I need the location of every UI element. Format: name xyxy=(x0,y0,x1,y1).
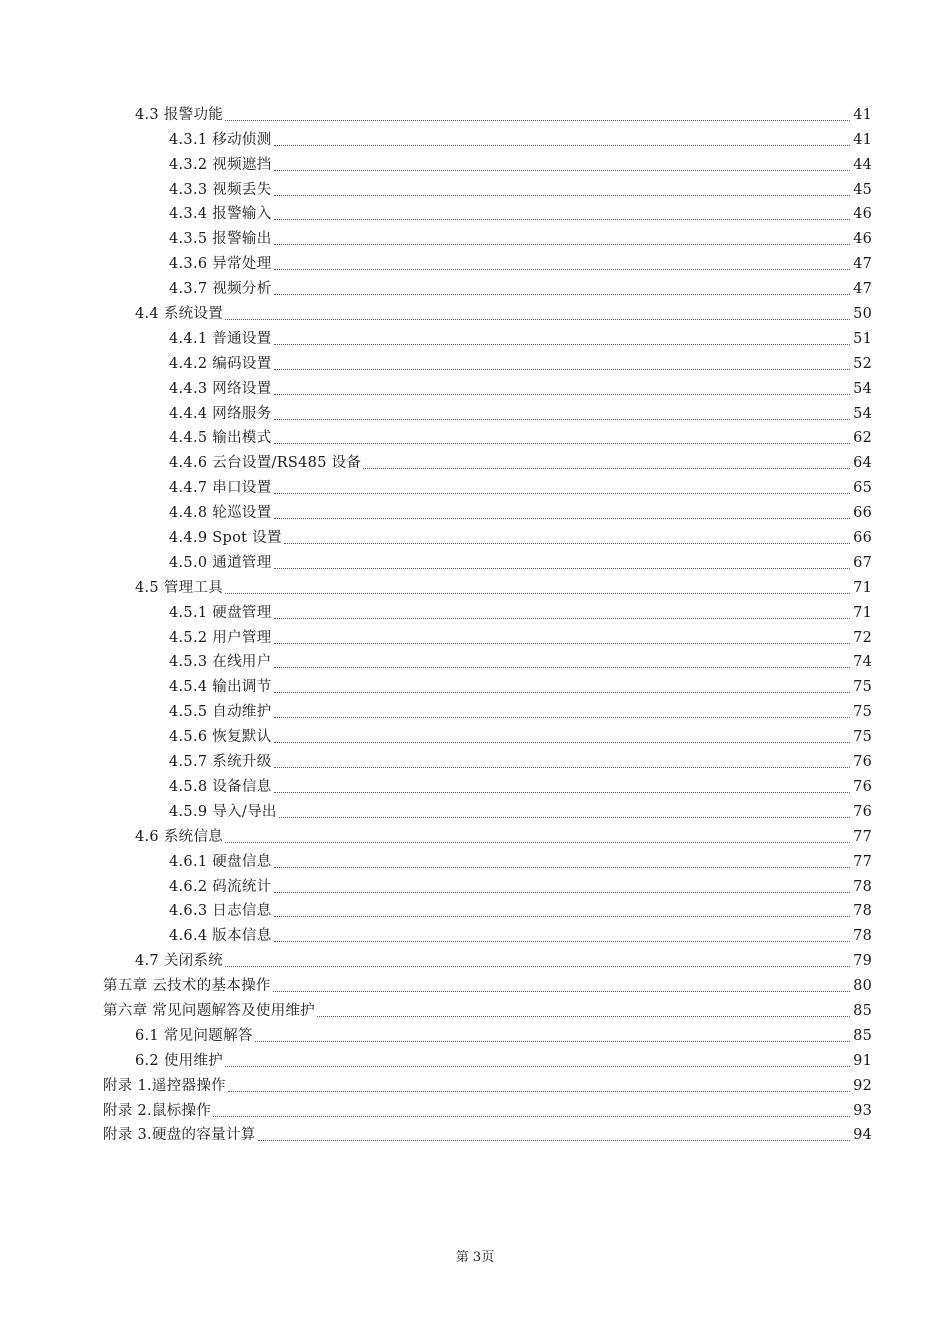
toc-entry-page-number: 77 xyxy=(853,828,872,845)
dot-leader xyxy=(274,892,851,893)
toc-entry[interactable] xyxy=(0,199,950,224)
page-number: 第 3页 xyxy=(455,1250,495,1265)
toc-entry[interactable] xyxy=(0,896,950,921)
toc-entry-title: 4.5 管理工具 xyxy=(135,579,224,596)
toc-entry-title: 4.5.4 输出调节 xyxy=(169,679,272,696)
dot-leader xyxy=(274,742,851,743)
toc-entry-page-number: 91 xyxy=(853,1052,872,1069)
toc-entry-page-number: 76 xyxy=(853,754,872,771)
toc-entry-page-number: 51 xyxy=(853,330,872,347)
toc-entry-title: 4.4.2 编码设置 xyxy=(169,355,272,372)
toc-entry[interactable] xyxy=(0,323,950,348)
dot-leader xyxy=(274,717,851,718)
toc-entry[interactable] xyxy=(0,248,950,273)
toc-entry-page-number: 54 xyxy=(853,405,872,422)
toc-entry-title: 4.4.1 普通设置 xyxy=(169,330,272,347)
toc-entry-title: 4.4.3 网络设置 xyxy=(169,380,272,397)
toc-entry-page-number: 76 xyxy=(853,803,872,820)
toc-entry-title: 4.3.4 报警输入 xyxy=(169,206,272,223)
toc-entry-page-number: 52 xyxy=(853,355,872,372)
toc-entry[interactable] xyxy=(0,447,950,472)
dot-leader xyxy=(274,419,851,420)
toc-entry[interactable] xyxy=(0,298,950,323)
toc-entry[interactable] xyxy=(0,547,950,572)
toc-entry-page-number: 76 xyxy=(853,778,872,795)
toc-entry-title: 4.4.5 输出模式 xyxy=(169,430,272,447)
toc-entry[interactable] xyxy=(0,348,950,373)
toc-entry-page-number: 65 xyxy=(853,480,872,497)
toc-entry-page-number: 78 xyxy=(853,878,872,895)
toc-entry-page-number: 71 xyxy=(853,579,872,596)
dot-leader xyxy=(228,1091,850,1092)
toc-entry-page-number: 71 xyxy=(853,604,872,621)
dot-leader xyxy=(317,1016,850,1017)
toc-entry-title: 4.5.3 在线用户 xyxy=(169,654,272,671)
toc-entry[interactable] xyxy=(0,746,950,771)
dot-leader xyxy=(258,1140,851,1141)
toc-entry-title: 4.6.3 日志信息 xyxy=(169,903,272,920)
dot-leader xyxy=(213,1116,850,1117)
dot-leader xyxy=(274,394,851,395)
toc-entry-title: 4.3 报警功能 xyxy=(135,106,224,123)
toc-entry-title: 4.4.6 云台设置/RS485 设备 xyxy=(169,455,362,472)
toc-entry-title: 4.5.6 恢复默认 xyxy=(169,729,272,746)
toc-entry-title: 4.4.7 串口设置 xyxy=(169,480,272,497)
toc-entry-title: 附录 3.硬盘的容量计算 xyxy=(103,1127,256,1144)
toc-entry[interactable] xyxy=(0,771,950,796)
toc-entry-title: 4.3.1 移动侦测 xyxy=(169,131,272,148)
toc-entry-page-number: 75 xyxy=(853,679,872,696)
toc-entry-title: 4.6.2 码流统计 xyxy=(169,878,272,895)
toc-entry[interactable] xyxy=(0,572,950,597)
dot-leader xyxy=(274,170,851,171)
toc-entry-page-number: 44 xyxy=(853,156,872,173)
toc-entry-title: 4.3.5 报警输出 xyxy=(169,231,272,248)
dot-leader xyxy=(274,244,851,245)
dot-leader xyxy=(274,145,851,146)
toc-entry[interactable] xyxy=(0,149,950,174)
toc-entry-page-number: 64 xyxy=(853,455,872,472)
toc-entry-title: 6.2 使用维护 xyxy=(135,1052,224,1069)
toc-entry-title: 4.5.5 自动维护 xyxy=(169,704,272,721)
toc-entry[interactable] xyxy=(0,99,950,124)
toc-entry[interactable] xyxy=(0,522,950,547)
dot-leader xyxy=(225,842,850,843)
dot-leader xyxy=(274,867,851,868)
dot-leader xyxy=(363,468,850,469)
toc-entry-page-number: 45 xyxy=(853,181,872,198)
toc-entry-title: 4.3.2 视频遮挡 xyxy=(169,156,272,173)
toc-entry[interactable] xyxy=(0,671,950,696)
toc-entry[interactable] xyxy=(0,423,950,448)
dot-leader xyxy=(274,493,851,494)
dot-leader xyxy=(279,817,850,818)
toc-entry-page-number: 41 xyxy=(853,106,872,123)
toc-entry[interactable] xyxy=(0,597,950,622)
toc-entry-title: 4.6.4 版本信息 xyxy=(169,928,272,945)
toc-entry[interactable] xyxy=(0,1095,950,1120)
toc-entry-title: 4.4.9 Spot 设置 xyxy=(169,530,282,547)
toc-entry[interactable] xyxy=(0,821,950,846)
toc-entry[interactable] xyxy=(0,398,950,423)
toc-entry-page-number: 85 xyxy=(853,1027,872,1044)
dot-leader xyxy=(284,543,850,544)
toc-entry-title: 4.5.2 用户管理 xyxy=(169,629,272,646)
toc-entry-title: 4.6 系统信息 xyxy=(135,828,224,845)
dot-leader xyxy=(274,618,851,619)
toc-entry-page-number: 50 xyxy=(853,306,872,323)
toc-entry-title: 4.4 系统设置 xyxy=(135,306,224,323)
toc-entry[interactable] xyxy=(0,721,950,746)
toc-entry-page-number: 62 xyxy=(853,430,872,447)
toc-entry-page-number: 75 xyxy=(853,729,872,746)
toc-entry[interactable] xyxy=(0,945,950,970)
toc-entry-title: 4.5.8 设备信息 xyxy=(169,778,272,795)
toc-entry-title: 附录 2.鼠标操作 xyxy=(103,1102,212,1119)
toc-entry-page-number: 67 xyxy=(853,554,872,571)
toc-entry[interactable] xyxy=(0,796,950,821)
dot-leader xyxy=(274,941,851,942)
dot-leader xyxy=(225,966,850,967)
toc-entry-page-number: 74 xyxy=(853,654,872,671)
toc-entry[interactable] xyxy=(0,497,950,522)
dot-leader xyxy=(274,643,851,644)
toc-entry-page-number: 66 xyxy=(853,505,872,522)
toc-entry-title: 4.4.8 轮巡设置 xyxy=(169,505,272,522)
dot-leader xyxy=(274,443,851,444)
toc-entry[interactable] xyxy=(0,1070,950,1095)
dot-leader xyxy=(255,1041,850,1042)
toc-entry-page-number: 75 xyxy=(853,704,872,721)
toc-entry[interactable] xyxy=(0,696,950,721)
toc-entry[interactable] xyxy=(0,622,950,647)
dot-leader xyxy=(274,692,851,693)
table-of-contents xyxy=(0,99,950,1144)
toc-entry-title: 4.3.6 异常处理 xyxy=(169,256,272,273)
toc-entry[interactable] xyxy=(0,1120,950,1145)
dot-leader xyxy=(274,344,851,345)
toc-entry[interactable] xyxy=(0,1045,950,1070)
toc-entry-title: 第五章 云技术的基本操作 xyxy=(103,978,271,995)
toc-entry-page-number: 78 xyxy=(853,903,872,920)
dot-leader xyxy=(274,294,851,295)
toc-entry-title: 4.5.9 导入/导出 xyxy=(169,803,277,820)
toc-entry[interactable] xyxy=(0,871,950,896)
toc-entry-page-number: 85 xyxy=(853,1002,872,1019)
dot-leader xyxy=(274,369,851,370)
dot-leader xyxy=(225,593,850,594)
toc-entry-page-number: 54 xyxy=(853,380,872,397)
toc-entry-title: 附录 1.遥控器操作 xyxy=(103,1077,226,1094)
dot-leader xyxy=(274,219,851,220)
toc-entry[interactable] xyxy=(0,920,950,945)
toc-entry-page-number: 92 xyxy=(853,1077,872,1094)
toc-entry[interactable] xyxy=(0,223,950,248)
toc-entry-page-number: 80 xyxy=(853,978,872,995)
toc-entry-page-number: 94 xyxy=(853,1127,872,1144)
toc-entry-page-number: 41 xyxy=(853,131,872,148)
toc-entry-title: 第六章 常见问题解答及使用维护 xyxy=(103,1002,316,1019)
dot-leader xyxy=(274,568,851,569)
toc-entry-page-number: 46 xyxy=(853,231,872,248)
toc-entry[interactable] xyxy=(0,124,950,149)
toc-entry[interactable] xyxy=(0,373,950,398)
toc-entry-title: 4.5.0 通道管理 xyxy=(169,554,272,571)
toc-entry[interactable] xyxy=(0,273,950,298)
dot-leader xyxy=(274,269,851,270)
dot-leader xyxy=(274,916,851,917)
toc-entry-page-number: 79 xyxy=(853,953,872,970)
toc-entry[interactable] xyxy=(0,846,950,871)
toc-entry-page-number: 66 xyxy=(853,530,872,547)
dot-leader xyxy=(225,319,850,320)
dot-leader xyxy=(274,195,851,196)
dot-leader xyxy=(225,1066,850,1067)
toc-entry-page-number: 78 xyxy=(853,928,872,945)
toc-entry[interactable] xyxy=(0,1020,950,1045)
toc-entry-title: 4.3.7 视频分析 xyxy=(169,281,272,298)
toc-entry-page-number: 77 xyxy=(853,853,872,870)
dot-leader xyxy=(274,792,851,793)
toc-entry-title: 6.1 常见问题解答 xyxy=(135,1027,253,1044)
toc-entry-title: 4.6.1 硬盘信息 xyxy=(169,853,272,870)
toc-entry[interactable] xyxy=(0,995,950,1020)
toc-entry[interactable] xyxy=(0,970,950,995)
toc-entry-page-number: 72 xyxy=(853,629,872,646)
dot-leader xyxy=(273,991,850,992)
dot-leader xyxy=(274,667,851,668)
page-footer xyxy=(0,1246,950,1265)
toc-entry-title: 4.5.1 硬盘管理 xyxy=(169,604,272,621)
toc-entry[interactable] xyxy=(0,472,950,497)
toc-entry-page-number: 46 xyxy=(853,206,872,223)
toc-entry-page-number: 47 xyxy=(853,281,872,298)
toc-entry[interactable] xyxy=(0,174,950,199)
toc-entry-title: 4.5.7 系统升级 xyxy=(169,754,272,771)
toc-entry-title: 4.3.3 视频丢失 xyxy=(169,181,272,198)
toc-entry-title: 4.7 关闭系统 xyxy=(135,953,224,970)
toc-entry-page-number: 93 xyxy=(853,1102,872,1119)
toc-entry-page-number: 47 xyxy=(853,256,872,273)
dot-leader xyxy=(225,120,850,121)
dot-leader xyxy=(274,767,851,768)
toc-entry[interactable] xyxy=(0,647,950,672)
toc-entry-title: 4.4.4 网络服务 xyxy=(169,405,272,422)
dot-leader xyxy=(274,518,851,519)
